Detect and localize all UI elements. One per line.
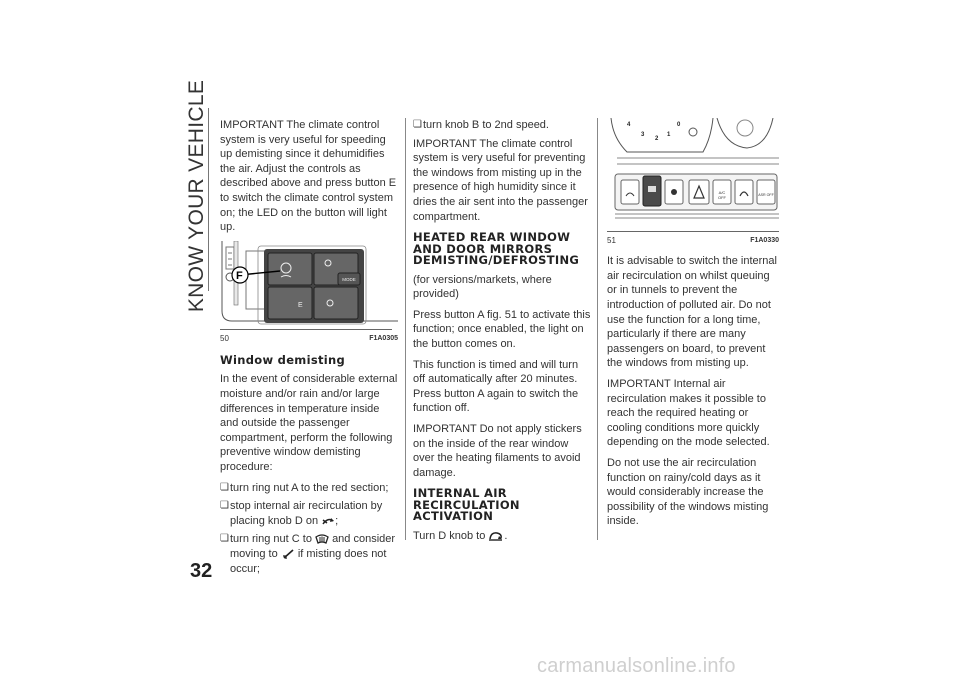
fresh-air-icon [321,515,335,527]
svg-text:3: 3 [641,132,645,138]
important-note: IMPORTANT The climate control system is very useful for speeding up demisting since it dehumidifies the air. Adjust the controls as described above and press button E to switch the climate control system on; the LED on the button will light up. [220,119,397,234]
heading-window-demisting: Window demisting [220,352,346,367]
svg-text:A/C: A/C [718,190,726,195]
windscreen-defrost-icon [315,533,329,545]
list-item: ❏ turn knob B to 2nd speed. [413,118,591,133]
versions-note: (for versions/markets, where provided) [413,273,552,301]
heading-air-recirculation: INTERNAL AIR RECIRCULATION ACTIVATION [413,486,520,524]
heading-heated-rear-window: HEATED REAR WINDOW AND DOOR MIRRORS DEMISTING/DEFROSTING [413,230,580,268]
page-number: 32 [190,560,213,582]
svg-text:0: 0 [677,122,681,128]
climate-control-panel-image [220,241,398,325]
recirculation-icon [488,530,504,542]
paragraph: This function is timed and will turn off automatically after 20 minutes. Press button A again to switch the function off. [413,358,579,415]
important-note: IMPORTANT Do not apply stickers on the inside of the rear window over the heating filaments to avoid damage. [413,423,582,479]
svg-text:MODE: MODE [342,276,356,282]
column-divider [597,118,598,540]
svg-text:E: E [298,301,303,309]
figure-51-caption: 51 F1A0330 [607,235,779,245]
figure-50-caption: 50 F1A0305 [220,334,398,344]
svg-text:OFF: OFF [718,195,726,200]
paragraph: Press button A fig. 51 to activate this function; once enabled, the light on the button comes on. [413,308,591,351]
paragraph: In the event of considerable external moisture and/or rain and/or large differences in temperature inside and outside the passenger compartment, perform the following preventive window demisting procedure: [220,373,398,473]
defrost-feet-icon [281,548,295,560]
dashboard-switch-panel-image [607,118,779,226]
important-note: IMPORTANT The climate control system is very useful for preventing the windows from misting up in the presence of high humidity since it dries the air sent into the passenger compartment. [413,137,588,223]
paragraph: It is advisable to switch the internal air recirculation on whilst queuing or in tunnels to prevent the introduction of polluted air. Do not use the function for a long time, particularly if there are many passengers on board, to prevent the windows from misting up. [607,255,777,370]
column-2 [413,118,591,549]
svg-text:F: F [236,269,243,282]
procedure-list-continued [413,118,591,133]
procedure-list [220,481,398,577]
figure-50 [220,241,392,331]
paragraph: Do not use the air recirculation function on rainy/cold days as it would considerably increase the possibility of the windows misting inside. [607,456,769,528]
important-note: IMPORTANT Internal air recirculation makes it possible to reach the required heating or cooling conditions more quickly depending on the mode selected. [607,377,770,449]
svg-text:ASR OFF: ASR OFF [758,193,774,197]
watermark: carmanualsonline.info [537,655,736,677]
list-item: ❏ turn ring nut A to the red section; [220,481,398,496]
list-item: ❏ turn ring nut C to and consider moving to if misting does not occur; [220,532,398,576]
column-3 [607,118,779,535]
paragraph: Turn D knob to . [413,529,508,542]
column-1 [220,118,398,580]
svg-text:2: 2 [655,136,659,142]
figure-51 [607,118,779,232]
side-divider [208,108,209,291]
column-divider [405,118,406,540]
svg-text:1: 1 [667,132,671,138]
list-item: ❏ stop internal air recirculation by placing knob D on ; [220,499,398,528]
section-side-title: KNOW YOUR VEHICLE [185,79,209,313]
svg-text:4: 4 [627,122,631,128]
